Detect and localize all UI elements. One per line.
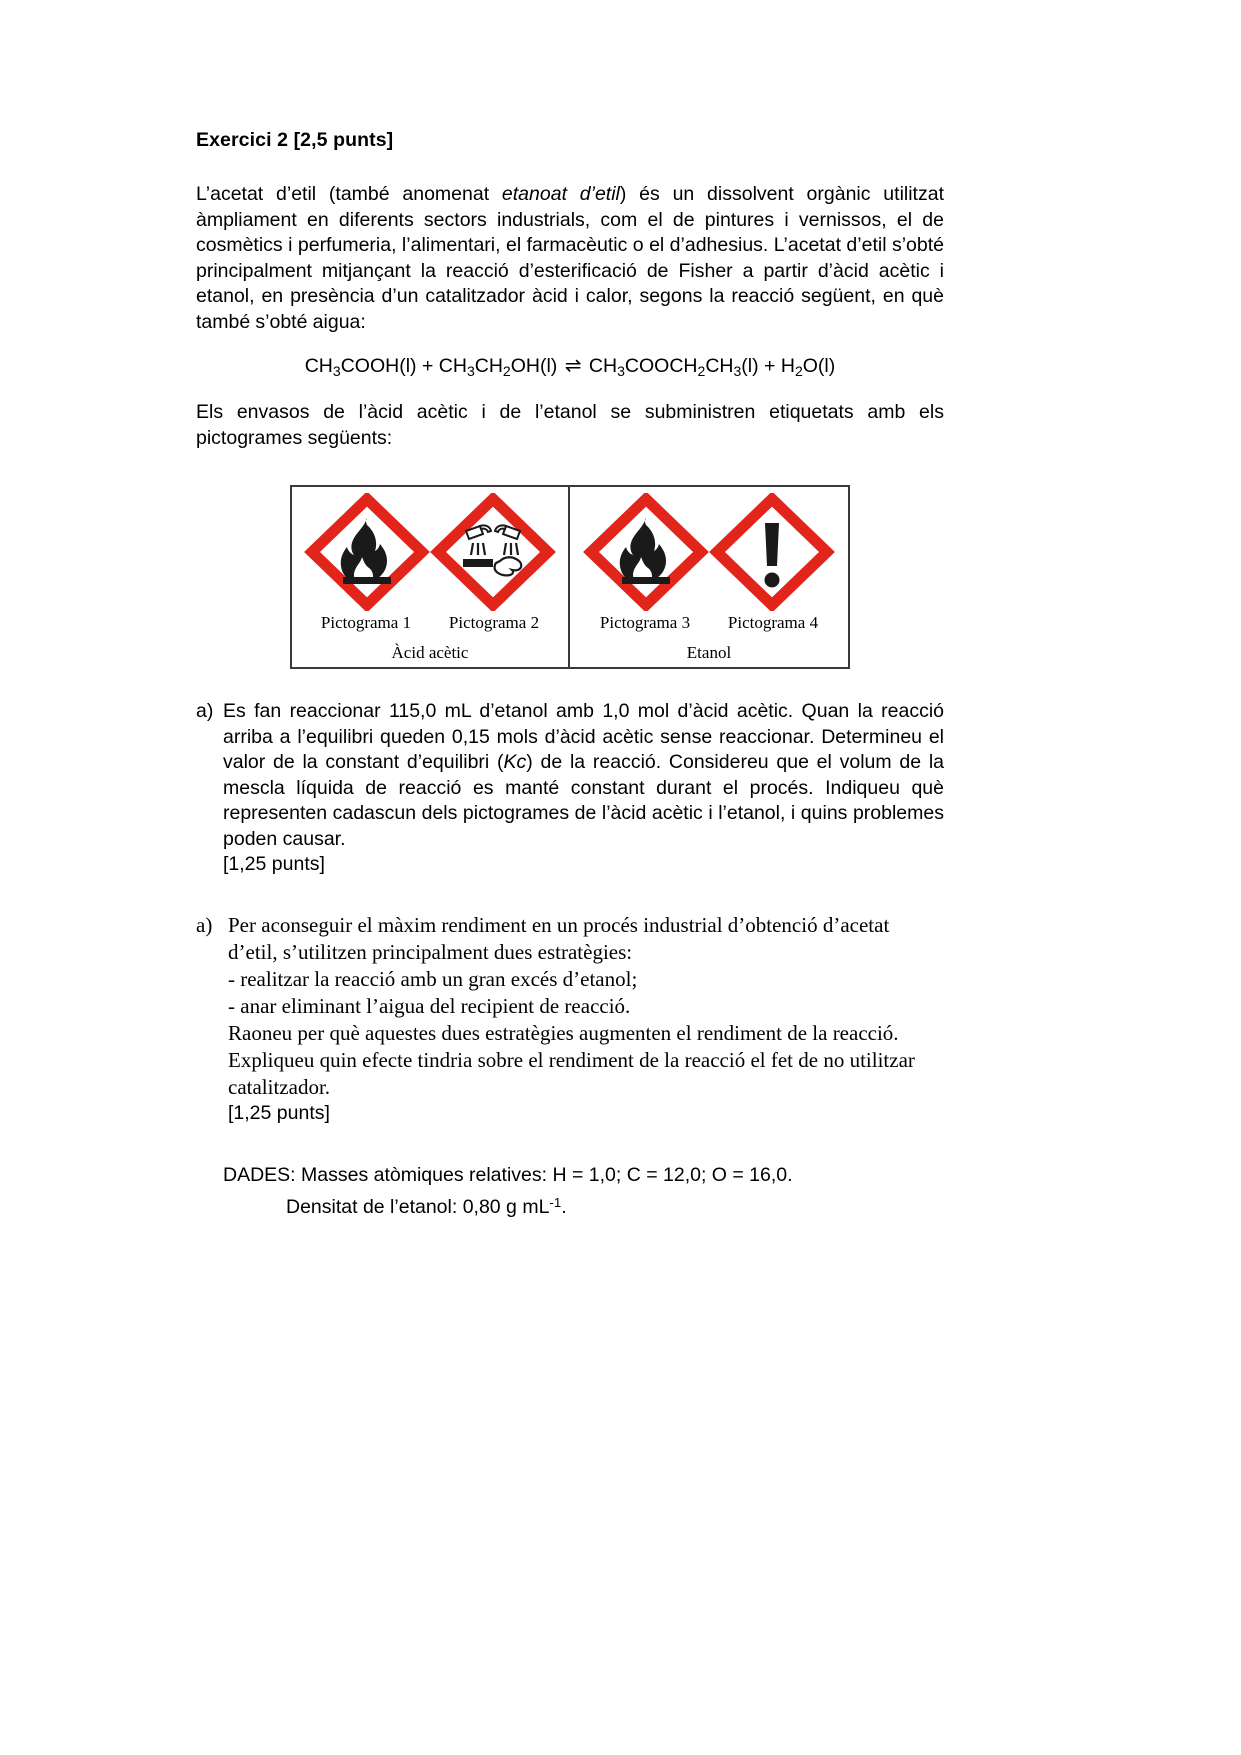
pictogram-cell-acid [292, 487, 570, 667]
pictogram-table-wrapper [196, 485, 944, 669]
flame-icon [304, 493, 430, 611]
pictogram-substance-ethanol: Etanol [686, 643, 732, 663]
equation-reactant-1: $CH_3COOH(l)$ [304, 355, 417, 380]
kc-symbol: Kc [503, 751, 527, 774]
pictogram-cell-ethanol [570, 487, 848, 667]
question-a-first-text-before: Es fan reaccionar 115,0 mL d’etanol amb 1,0 mol d’àcid acètic. Quan la reacció arriba a l’equilibri queden 0,15 mols d’àcid acètic sense reaccionar. Determineu el valor de la constant d’equilibri ( [223, 700, 944, 774]
dades-line-2 [223, 1189, 944, 1221]
intro-part2: ) és un dissolvent orgànic utilitzat àmpliament en diferents sectors industrials, com el de pintures i vernissos, el de cosmètics i perfumeria, l’alimentari, el farmacèutic o el d’adhesius. L’acetat d’etil s’obté principalment mitjançant la reacció d’esterificació de Fisher a partir d’àcid acètic i etanol, en presència d’un catalitzador àcid i calor, segons la reacció següent, en què també s’obté aigua: [196, 183, 944, 333]
question-a-first-body [223, 699, 944, 878]
pictogram-substance-acid: Àcid acètic [391, 643, 469, 663]
question-a-second-bullet1: - realitzar la reacció amb un gran excés d’etanol; [228, 966, 638, 991]
intro-paragraph [196, 182, 944, 335]
question-a-first-punts: [1,25 punts] [223, 853, 325, 876]
dades-density-exponent: -1 [549, 1195, 562, 1211]
page-title: Exercici 2 [2,5 punts] [196, 129, 394, 151]
corrosion-icon [430, 493, 556, 611]
dades-line-1: DADES: Masses atòmiques relatives: H = 1,0; C = 12,0; O = 16,0. [223, 1164, 793, 1187]
question-a-first-marker: a) [196, 700, 214, 723]
pictogram-labels-ethanol [570, 613, 848, 633]
exclamation-icon [709, 493, 835, 611]
equation-reactant-2: $CH_3CH_2OH(l)$ [438, 355, 558, 380]
equation-product-1: $CH_3COOCH_2CH_3(l)$ [588, 355, 759, 380]
question-a-second [196, 912, 944, 1127]
document-content [196, 128, 944, 1221]
envasos-paragraph: Els envasos de l’àcid acètic i de l’etanol se subministren etiquetats amb els pictogrames següents: [196, 401, 944, 449]
equation-plus-1: + [421, 355, 439, 378]
dades-density-period: . [561, 1196, 567, 1219]
chemical-equation [196, 353, 944, 384]
question-a-first [196, 699, 944, 878]
pictogram-label-4: Pictograma 4 [727, 613, 819, 633]
dades-section [196, 1162, 944, 1221]
question-a-second-line1: Per aconseguir el màxim rendiment en un procés industrial d’obtenció d’acetat d’etil, s’utilitzen principalment dues estratègies: [228, 912, 890, 964]
equilibrium-arrow-icon: ⇌ [564, 355, 582, 378]
pictogram-table [290, 485, 850, 669]
pictogram-label-2: Pictograma 2 [448, 613, 540, 633]
question-a-second-marker: a) [196, 912, 213, 937]
question-a-second-line2: Raoneu per què aquestes dues estratègies augmenten el rendiment de la reacció. Expliqueu quin efecte tindria sobre el rendiment de la reacció el fet de no utilitzar catalitzador. [228, 1020, 915, 1099]
pictogram-icons-ethanol [570, 493, 848, 611]
question-a-first-text-after: ) de la reacció. Considereu que el volum de la mescla líquida de reacció es manté constant durant el procés. Indiqueu què representen cadascun dels pictogrames de l’àcid acètic i l’etanol, i quins problemes poden causar. [223, 751, 945, 850]
question-a-second-punts: [1,25 punts] [228, 1101, 330, 1124]
question-a-second-body [228, 912, 944, 1127]
pictogram-label-1: Pictograma 1 [320, 613, 412, 633]
dades-density-label: Densitat de l’etanol: 0,80 g mL [286, 1196, 550, 1219]
equation-plus-2: + [764, 355, 781, 378]
flame-icon [583, 493, 709, 611]
equation-product-2: $H_2O(l)$ [780, 355, 836, 380]
pictogram-icons-acid [292, 493, 568, 611]
intro-italic-term: etanoat d’etil [501, 183, 620, 206]
pictogram-labels-acid [292, 613, 568, 633]
intro-part1: L’acetat d’etil (també anomenat [196, 183, 502, 206]
pictogram-label-3: Pictograma 3 [599, 613, 691, 633]
question-a-second-bullet2: - anar eliminant l’aigua del recipient de reacció. [228, 993, 631, 1018]
